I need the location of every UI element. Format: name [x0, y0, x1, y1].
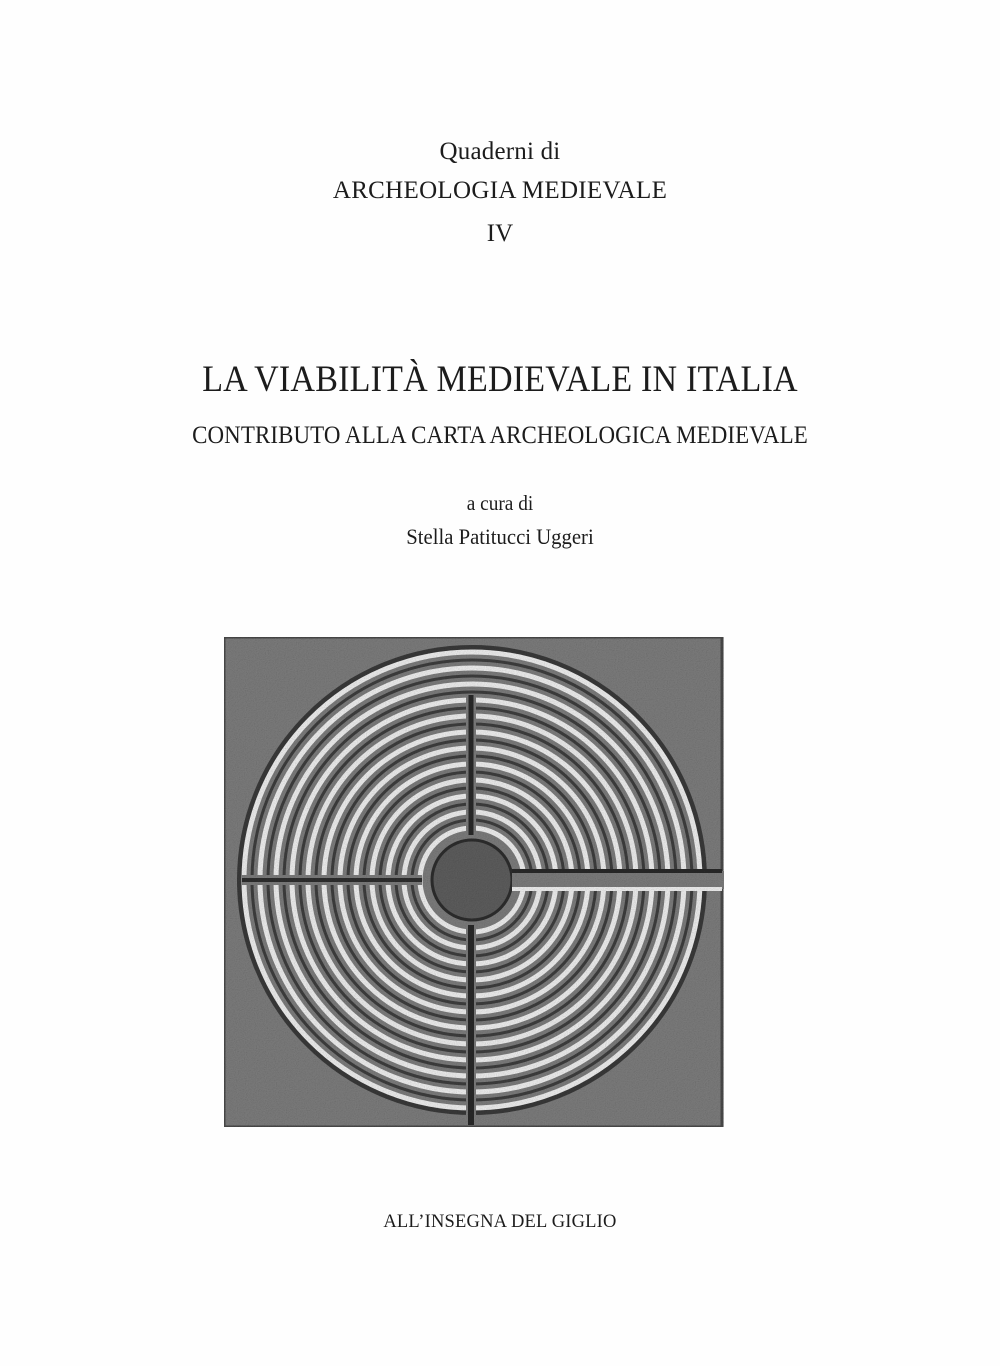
labyrinth-image — [222, 635, 724, 1129]
series-label: Quaderni di — [439, 138, 561, 165]
book-title: LA VIABILITÀ MEDIEVALE IN ITALIA — [202, 359, 798, 400]
book-subtitle: CONTRIBUTO ALLA CARTA ARCHEOLOGICA MEDIEVALE — [192, 420, 808, 449]
curator-label: a cura di — [466, 491, 534, 515]
curator-name: Stella Patitucci Uggeri — [406, 524, 594, 549]
volume-number: IV — [486, 220, 514, 247]
journal-title: ARCHEOLOGIA MEDIEVALE — [332, 177, 668, 204]
publisher-name: ALL’INSEGNA DEL GIGLIO — [383, 1212, 617, 1232]
